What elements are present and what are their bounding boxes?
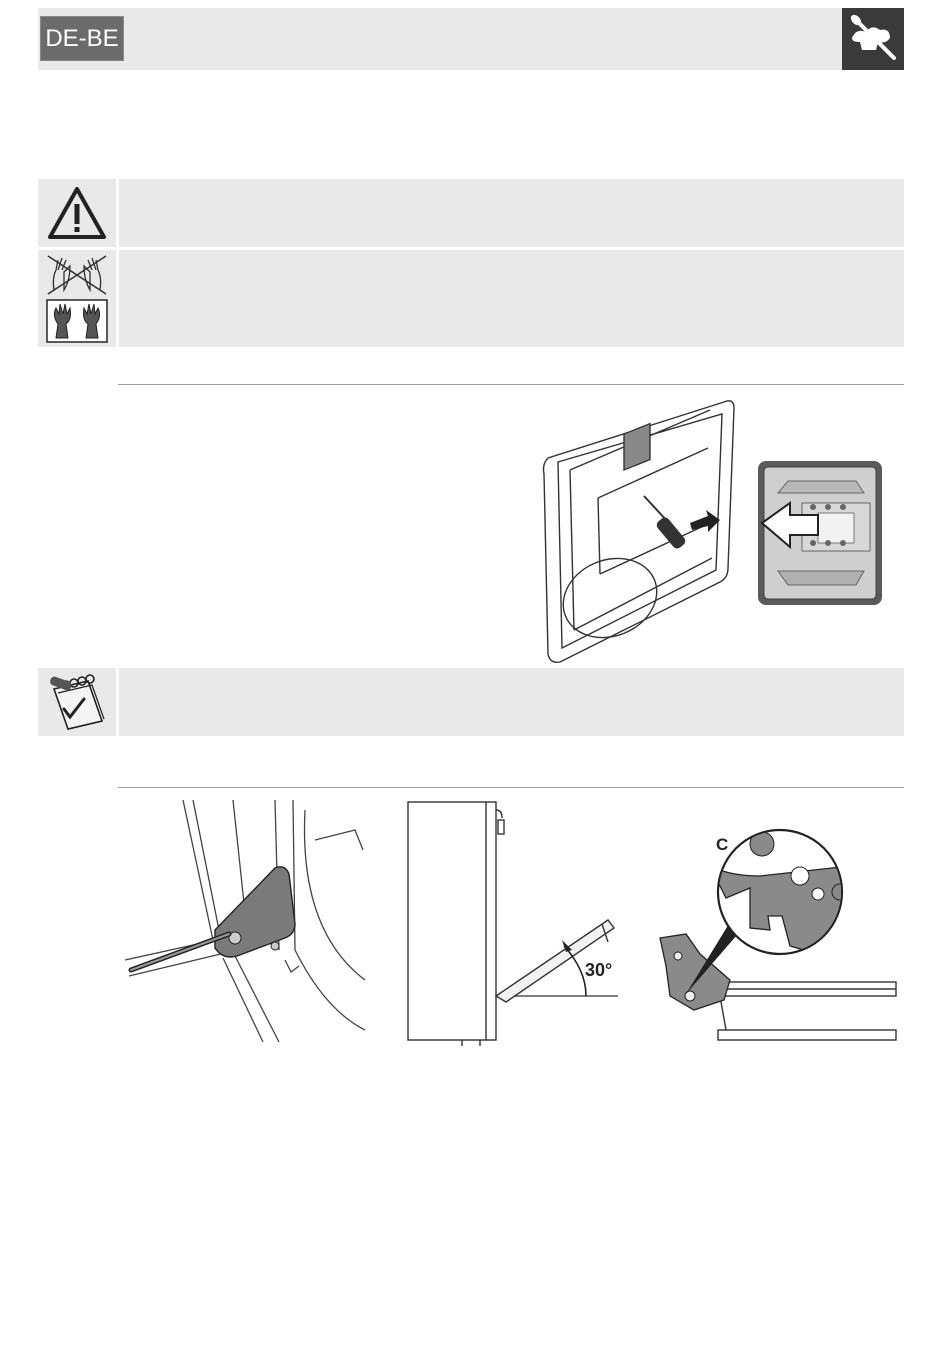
angle-label: 30° xyxy=(585,960,613,980)
section-divider xyxy=(118,384,904,385)
door-angle-figure xyxy=(402,798,620,1048)
warning-triangle-icon xyxy=(46,183,108,248)
chef-hat-spoon-icon xyxy=(842,8,904,70)
hinge-detail-figure xyxy=(650,826,900,1048)
gloves-notice xyxy=(38,250,904,347)
protective-gloves-icon xyxy=(44,252,110,349)
language-badge: DE-BE xyxy=(40,16,124,61)
section-divider xyxy=(118,787,904,788)
oven-cavity-screwdriver-icon xyxy=(540,398,740,668)
detail-label: C xyxy=(716,835,729,854)
notepad-check-icon xyxy=(46,671,108,738)
lamp-cover-arrow-icon xyxy=(756,459,884,607)
header-bar xyxy=(38,8,904,70)
warning-notice xyxy=(38,179,904,247)
door-hinge-lever-figure xyxy=(125,800,370,1048)
note-notice xyxy=(38,668,904,736)
